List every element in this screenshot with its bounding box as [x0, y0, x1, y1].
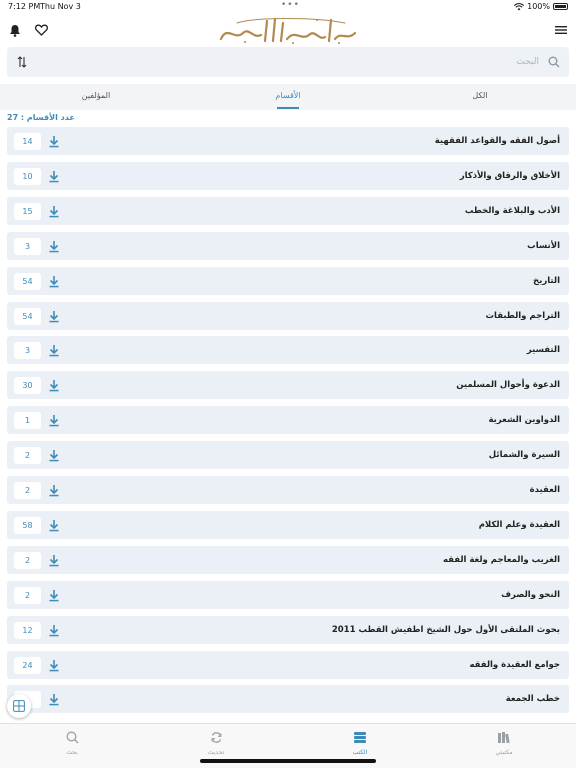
download-icon[interactable]	[48, 589, 60, 602]
section-title: النحو والصرف	[501, 589, 560, 600]
tab-sections[interactable]: الأقسام	[233, 84, 343, 110]
tab-all[interactable]: الكل	[472, 91, 488, 100]
section-title: جوامع العقيدة والفقه	[469, 659, 560, 670]
book-count-badge: 2	[14, 587, 41, 604]
tabbar-label: الكتب	[352, 749, 368, 756]
section-title: الدعوة وأحوال المسلمين	[456, 380, 560, 391]
book-count-badge: 58	[14, 517, 41, 534]
bell-icon[interactable]	[6, 21, 24, 39]
book-count-badge: 3	[14, 238, 41, 255]
download-icon[interactable]	[48, 310, 60, 323]
download-icon[interactable]	[48, 344, 60, 357]
multitask-dots-icon[interactable]: •••	[281, 0, 300, 10]
wifi-icon	[514, 3, 524, 11]
book-count-badge: 2	[14, 447, 41, 464]
status-time: 7:12 PM	[8, 2, 41, 11]
book-count-badge: 54	[14, 273, 41, 290]
section-row[interactable]	[7, 581, 569, 609]
section-row[interactable]	[7, 127, 569, 155]
grid-icon	[13, 700, 25, 712]
download-icon[interactable]	[48, 449, 60, 462]
status-bar	[0, 0, 576, 14]
battery-icon	[553, 3, 568, 10]
section-title: الأنساب	[527, 240, 560, 251]
book-count-badge: 10	[14, 168, 41, 185]
search-icon[interactable]	[545, 53, 563, 71]
tabbar-label: تحديث	[207, 749, 225, 756]
tabbar-label: مكتبتي	[495, 749, 513, 756]
book-stack-icon	[353, 731, 367, 744]
download-icon[interactable]	[48, 240, 60, 253]
search-input[interactable]	[47, 52, 539, 72]
download-icon[interactable]	[48, 624, 60, 637]
download-icon[interactable]	[48, 379, 60, 392]
section-title: أصول الفقه والقواعد الفقهية	[434, 136, 560, 146]
book-count-badge: 15	[14, 203, 41, 220]
download-icon[interactable]	[48, 170, 60, 183]
section-title: الغريب والمعاجم ولغة الفقه	[442, 554, 560, 565]
tabbar-update[interactable]	[186, 729, 246, 756]
section-row[interactable]	[7, 685, 569, 713]
section-row[interactable]	[7, 441, 569, 469]
grid-toggle-button[interactable]	[7, 694, 31, 718]
section-row[interactable]	[7, 616, 569, 644]
sections-count: عدد الأقسام : 27	[7, 113, 75, 122]
section-row[interactable]	[7, 476, 569, 504]
book-count-badge: 54	[14, 308, 41, 325]
section-row[interactable]	[7, 336, 569, 364]
section-title: العقيدة	[529, 485, 560, 495]
header	[0, 14, 576, 46]
section-row[interactable]	[7, 162, 569, 190]
download-icon[interactable]	[48, 414, 60, 427]
books-icon	[497, 731, 511, 744]
section-title: خطب الجمعة	[505, 694, 560, 705]
section-row[interactable]	[7, 302, 569, 330]
book-count-badge: 1	[14, 412, 41, 429]
book-count-badge: 24	[14, 657, 41, 674]
section-row[interactable]	[7, 232, 569, 260]
section-title: العقيدة وعلم الكلام	[478, 519, 560, 530]
section-title: بحوث الملتقى الأول حول الشيخ اطفيش القطب 2011	[331, 624, 560, 635]
section-row[interactable]	[7, 406, 569, 434]
status-date: Thu Nov 3	[40, 2, 81, 11]
download-icon[interactable]	[48, 135, 60, 148]
encyclopedia-logo	[215, 15, 361, 45]
tab-bar	[0, 84, 576, 110]
tabbar-search[interactable]	[42, 729, 102, 756]
download-icon[interactable]	[48, 693, 60, 706]
tabbar-label: بحث	[66, 749, 78, 756]
book-count-badge: 30	[14, 377, 41, 394]
section-title: الأدب والبلاغة والخطب	[464, 205, 560, 216]
refresh-icon	[210, 731, 223, 744]
search-icon	[66, 731, 79, 744]
section-title: التفسير	[526, 345, 560, 356]
section-title: التراجم والطبقات	[485, 310, 560, 321]
tabbar-my-library[interactable]	[474, 729, 534, 756]
download-icon[interactable]	[48, 519, 60, 532]
search-bar	[7, 47, 569, 77]
section-title: الأخلاق والرقاق والأذكار	[459, 170, 560, 181]
section-row[interactable]	[7, 371, 569, 399]
menu-icon[interactable]	[552, 21, 570, 39]
book-count-badge: 3	[14, 342, 41, 359]
download-icon[interactable]	[48, 205, 60, 218]
section-title: الدواوين الشعرية	[488, 415, 560, 426]
book-count-badge: 12	[14, 622, 41, 639]
section-row[interactable]	[7, 197, 569, 225]
section-row[interactable]	[7, 511, 569, 539]
download-icon[interactable]	[48, 275, 60, 288]
sort-icon[interactable]	[13, 53, 31, 71]
section-row[interactable]	[7, 651, 569, 679]
book-count-badge: 2	[14, 482, 41, 499]
tab-authors[interactable]: المؤلفين	[81, 91, 111, 100]
book-count-badge: 14	[14, 133, 41, 150]
heart-icon[interactable]	[32, 21, 50, 39]
status-right	[514, 2, 568, 11]
tabbar-books[interactable]	[330, 729, 390, 756]
home-indicator	[200, 759, 376, 763]
download-icon[interactable]	[48, 659, 60, 672]
sections-list[interactable]	[7, 127, 569, 723]
section-row[interactable]	[7, 546, 569, 574]
book-count-badge: 2	[14, 552, 41, 569]
section-row[interactable]	[7, 267, 569, 295]
section-title: التاريخ	[533, 275, 560, 286]
section-title: السيرة والشمائل	[488, 450, 560, 461]
battery-percent: 100%	[527, 2, 550, 11]
download-icon[interactable]	[48, 484, 60, 497]
download-icon[interactable]	[48, 554, 60, 567]
